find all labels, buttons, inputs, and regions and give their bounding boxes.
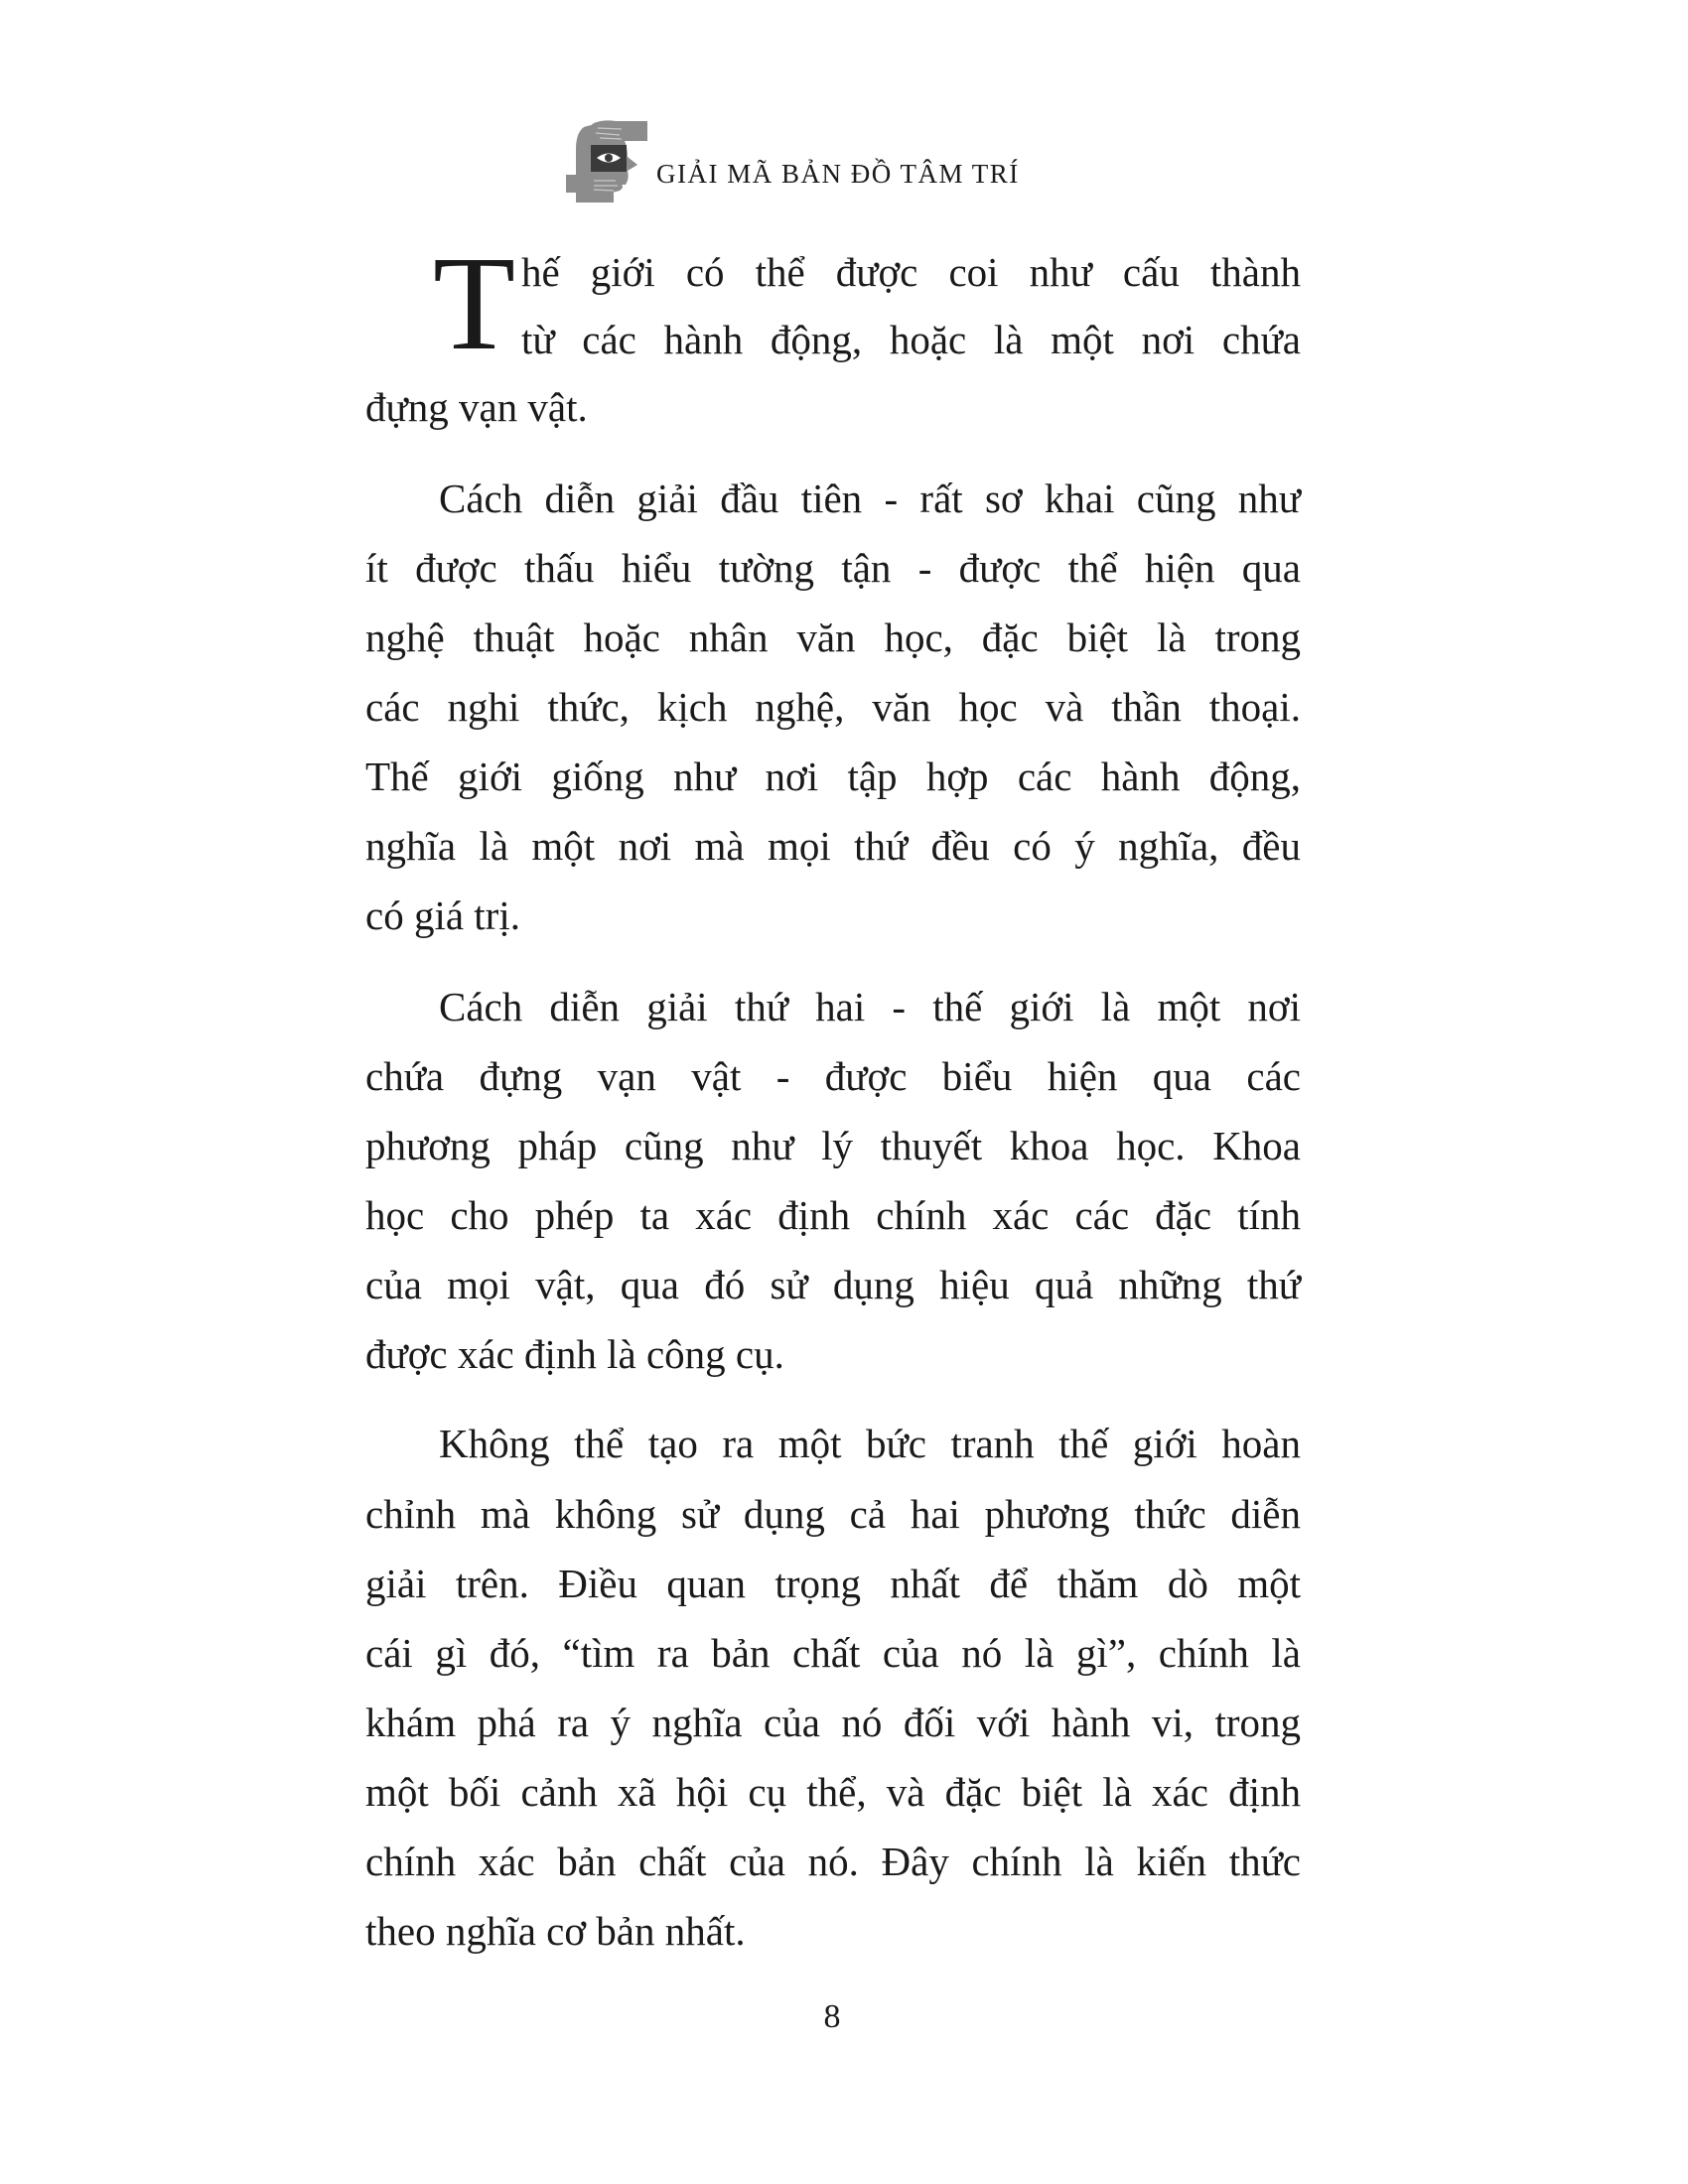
text-line: Không thể tạo ra một bức tranh thế giới hoàn bbox=[439, 1421, 1301, 1466]
text-line: Cách diễn giải đầu tiên - rất sơ khai cũng như bbox=[439, 476, 1301, 521]
text-line: phương pháp cũng như lý thuyết khoa học. Khoa bbox=[365, 1123, 1301, 1168]
text-line: chính xác bản chất của nó. Đây chính là kiến thức bbox=[365, 1839, 1301, 1884]
text-line: chỉnh mà không sử dụng cả hai phương thức diễn bbox=[365, 1491, 1301, 1537]
text-line: của mọi vật, qua đó sử dụng hiệu quả những thứ bbox=[365, 1262, 1301, 1307]
drop-cap: T bbox=[433, 229, 516, 378]
text-line: nghĩa là một nơi mà mọi thứ đều có ý nghĩa, đều bbox=[365, 823, 1301, 869]
text-line: từ các hành động, hoặc là một nơi chứa bbox=[521, 317, 1301, 362]
text-line: một bối cảnh xã hội cụ thể, và đặc biệt là xác định bbox=[365, 1769, 1301, 1815]
text-line: học cho phép ta xác định chính xác các đặc tính bbox=[365, 1192, 1301, 1238]
text-line: ít được thấu hiểu tường tận - được thể hiện qua bbox=[365, 545, 1301, 591]
page-number: 8 bbox=[823, 1998, 841, 2035]
text-line: Thế giới giống như nơi tập hợp các hành động, bbox=[365, 753, 1301, 799]
text-line: hế giới có thể được coi như cấu thành bbox=[521, 249, 1301, 295]
text-line: được xác định là công cụ. bbox=[365, 1331, 784, 1377]
text-line: nghệ thuật hoặc nhân văn học, đặc biệt là trong bbox=[365, 614, 1301, 660]
head-with-framing-hands-and-eye-icon bbox=[564, 119, 651, 205]
text-line: các nghi thức, kịch nghệ, văn học và thần thoại. bbox=[365, 684, 1301, 730]
text-line: khám phá ra ý nghĩa của nó đối với hành vi, trong bbox=[365, 1700, 1301, 1745]
text-line: Cách diễn giải thứ hai - thế giới là một nơi bbox=[439, 984, 1301, 1029]
text-line: có giá trị. bbox=[365, 892, 520, 938]
text-line: chứa đựng vạn vật - được biểu hiện qua các bbox=[365, 1053, 1301, 1099]
text-line: giải trên. Điều quan trọng nhất để thăm dò một bbox=[365, 1561, 1301, 1606]
running-head-title: GIẢI MÃ BẢN ĐỒ TÂM TRÍ bbox=[656, 159, 1020, 189]
text-line: theo nghĩa cơ bản nhất. bbox=[365, 1908, 746, 1954]
text-line: cái gì đó, “tìm ra bản chất của nó là gì”, chính là bbox=[365, 1630, 1301, 1676]
text-line: đựng vạn vật. bbox=[365, 384, 588, 430]
